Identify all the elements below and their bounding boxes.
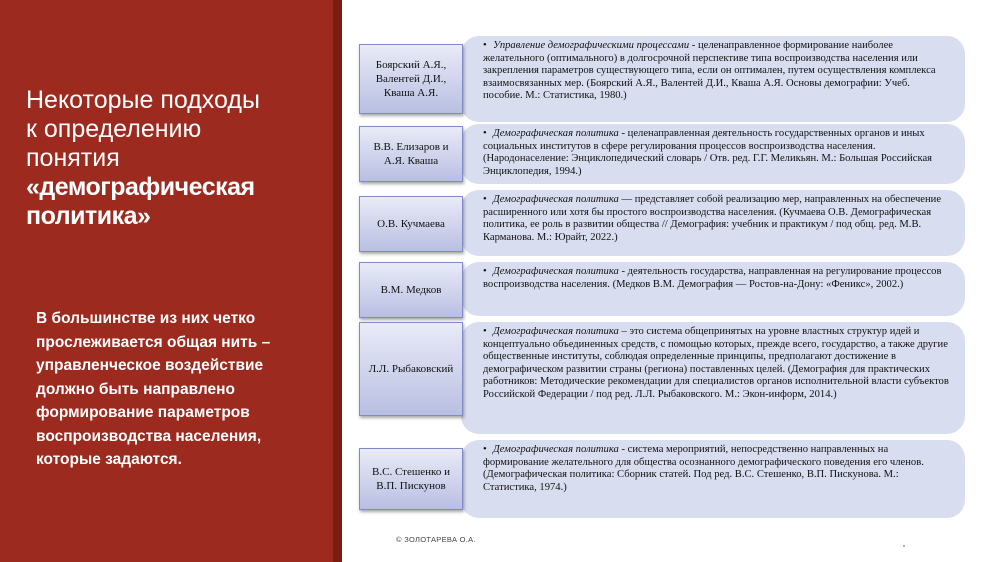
- definition-body: - целенаправленное формирование наиболее желательного (оптимального) в долгосрочной перспективе типа воспроизводства населения или закрепления параметров существующего типа, если он оптимален, путем осуществления комплекса взаимосвязанных мер. (Боярский А.Я., Валентей Д.И., Кваша А.Я. Основы демографии: Учеб. пособие. М.: Статистика, 1980.): [483, 40, 936, 101]
- definition-text: [461, 322, 965, 434]
- definition-body: - деятельность государства, направленная на регулирование процессов воспроизводства населения. (Медков В.М. Демография — Ростов-на-Дону: «Феникс», 2002.): [483, 266, 942, 290]
- definition-body: — представляет собой реализацию мер, направленных на обеспечение расширенного или хотя бы простого воспроизводства населения. (Кучмаева О.В. Демографическая политика, ее роль в развитии общества // Демография: учебник и практикум / под общ. ред. М.В. Карманова. М.: Юрайт, 2022.): [483, 194, 942, 243]
- definition-text: [461, 440, 965, 518]
- definition-body: – это система общепринятых на уровне властных структур идей и концептуально объединенных средств, с помощью которых, прежде всего, государство, а также другие общественные институты, соблюдая определенные принципы, предполагают достижение в демографическом развитии страны (региона) поставленных целей. (Демография для практических работников: Методические рекомендации для специалистов органов исполнительной власти субъектов Российской Федерации / под ред. Л.Л. Рыбаковского. М.: Экон-информ, 2014.): [483, 326, 949, 400]
- author-box: Боярский А.Я., Валентей Д.И., Кваша А.Я.: [359, 44, 463, 114]
- definition-body: - целенаправленная деятельность государственных органов и иных социальных институтов в сфере регулирования процессов воспроизводства населения. (Народонаселение: Энциклопедический словарь / Отв. ред. Г.Г. Меликьян. М.: Большая Российская Энциклопедия, 1994.): [483, 128, 933, 177]
- bullet-icon: •: [483, 444, 487, 455]
- definitions-list: [357, 0, 997, 562]
- title-emphasis: политика»: [26, 202, 151, 230]
- bullet-icon: •: [483, 40, 487, 51]
- definition-term: Демографическая политика: [493, 326, 619, 337]
- definition-term: Демографическая политика: [493, 128, 619, 139]
- author-box: О.В. Кучмаева: [359, 196, 463, 252]
- definition-term: Демографическая политика: [493, 194, 619, 205]
- slide-summary: В большинстве из них четко прослеживается общая нить – управленческое воздействие должно быть направлено формирование параметров воспроизводства населения, которые задаются.: [36, 310, 271, 468]
- title-emphasis: «демографическая: [26, 173, 255, 201]
- title-line: понятия: [26, 144, 120, 172]
- definition-body: - система мероприятий, непосредственно направленных на формирование желательного для общества осознанного демографического поведения его членов. (Демографическая политика: Сборник статей. Под ред. В.С. Стешенко, В.П. Пискунова. М.: Статистика, 1974.): [483, 444, 924, 493]
- slide-title: [26, 86, 326, 231]
- definition-text: [461, 36, 965, 122]
- author-box: В.С. Стешенко и В.П. Пискунов: [359, 448, 463, 510]
- author-box: В.М. Медков: [359, 262, 463, 318]
- title-panel: [0, 0, 333, 562]
- author-box: Л.Л. Рыбаковский: [359, 322, 463, 416]
- definition-text: [461, 190, 965, 256]
- bullet-icon: •: [483, 326, 487, 337]
- copyright-footer: © ЗОЛОТАРЕВА О.А.: [396, 535, 476, 544]
- definition-text: [461, 124, 965, 184]
- title-line: Некоторые подходы: [26, 86, 260, 114]
- bullet-icon: •: [483, 266, 487, 277]
- definition-term: Демографическая политика: [493, 266, 619, 277]
- decorative-dot: [903, 545, 905, 547]
- author-box: В.В. Елизаров и А.Я. Кваша: [359, 126, 463, 182]
- definition-text: [461, 262, 965, 316]
- bullet-icon: •: [483, 128, 487, 139]
- bullet-icon: •: [483, 194, 487, 205]
- panel-divider: [333, 0, 342, 562]
- definition-term: Управление демографическими процессами: [493, 40, 690, 51]
- definition-term: Демографическая политика: [493, 444, 619, 455]
- title-line: к определению: [26, 115, 202, 143]
